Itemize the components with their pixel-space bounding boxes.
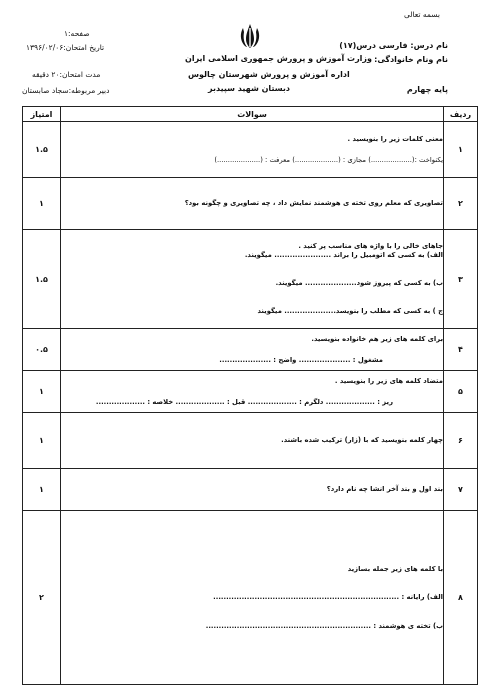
- question-score: ۲: [23, 511, 61, 685]
- table-row: [23, 413, 478, 469]
- office-line: اداره آموزش و پرورش شهرستان چالوس: [188, 70, 350, 79]
- question-text: با کلمه های زیر جمله بسازید: [347, 564, 443, 573]
- question-score: ۱: [23, 469, 61, 511]
- question-number: ۴: [444, 329, 478, 371]
- question-body: [61, 230, 444, 329]
- question-number: ۱: [444, 122, 478, 178]
- iran-emblem-icon: [237, 22, 263, 50]
- question-score: ۰.۵: [23, 329, 61, 371]
- grade-line: پایه چهارم: [406, 85, 448, 94]
- answer-line: ب) تخته ی هوشمند : ................................................................: [205, 621, 443, 630]
- question-number: ۲: [444, 178, 478, 230]
- question-number: ۳: [444, 230, 478, 329]
- table-row: [23, 469, 478, 511]
- question-body: [61, 122, 444, 178]
- question-score: ۱: [23, 413, 61, 469]
- table-row: [23, 329, 478, 371]
- table-row: [23, 178, 478, 230]
- question-body: [61, 469, 444, 511]
- table-row: [23, 511, 478, 685]
- question-number: ۵: [444, 371, 478, 413]
- question-score: ۱.۵: [23, 230, 61, 329]
- question-text: چهار کلمه بنویسید که با (زار) ترکیب شده باشند.: [281, 436, 443, 445]
- page-number: صفحه:۱: [64, 29, 90, 38]
- answer-line: الف) رایانه : ........................................................................: [213, 593, 443, 602]
- question-body: [61, 178, 444, 230]
- answer-line: الف) به کسی که اتومبیل را براند ...................... میگویند.: [244, 250, 443, 259]
- exam-duration: مدت امتحان:۲۰ دقیقه: [32, 70, 101, 79]
- student-name-line: نام ونام خانوادگی:: [374, 55, 448, 64]
- question-text: متضاد کلمه های زیر را بنویسید .: [334, 377, 443, 386]
- table-header-row: [23, 107, 478, 122]
- questions-column-header: سوالات: [61, 107, 444, 122]
- questions-table: [22, 106, 478, 685]
- question-body: [61, 413, 444, 469]
- school-name: دبستان شهید سپیدبر: [208, 84, 290, 93]
- question-body: [61, 511, 444, 685]
- score-column-header: امتیاز: [23, 107, 61, 122]
- question-score: ۱.۵: [23, 122, 61, 178]
- question-number: ۸: [444, 511, 478, 685]
- question-score: ۱: [23, 371, 61, 413]
- question-text: تصاویری که معلم روی تخته ی هوشمند نمایش داد ، چه تصاویری و چگونه بود؟: [184, 199, 443, 208]
- answer-line: یکنواخت :(...................) مجازی : (....................) معرفت : (....................): [214, 155, 443, 164]
- answer-line: ج ) به کسی که مطلب را بنویسد.................... میگویند: [257, 307, 443, 316]
- table-row: [23, 371, 478, 413]
- table-row: [23, 122, 478, 178]
- question-text: معنی کلمات زیر را بنویسید .: [347, 135, 443, 144]
- ministry-line: وزارت آموزش و پرورش جمهوری اسلامی ایران: [185, 54, 372, 63]
- question-score: ۱: [23, 178, 61, 230]
- answer-line: ریز : ................... دلگرم : ................... قبل : ................... خلاصه : ...................: [95, 397, 393, 406]
- row-column-header: ردیف: [444, 107, 478, 122]
- exam-date: تاریخ امتحان:۱۳۹۶/۰۲/۰۶: [26, 43, 105, 52]
- table-row: [23, 230, 478, 329]
- teacher-name: دبیر مربوطه:سجاد صابستان: [22, 86, 110, 95]
- question-number: ۷: [444, 469, 478, 511]
- answer-line: مشغول : .................... واضح : ....................: [219, 355, 383, 364]
- question-body: [61, 329, 444, 371]
- question-text: برای کلمه های زیر هم خانواده بنویسید.: [311, 335, 443, 344]
- question-body: [61, 371, 444, 413]
- basmala: بسمه تعالی: [403, 10, 440, 19]
- answer-line: ب) به کسی که پیروز شود.................... میگویند.: [275, 279, 443, 287]
- subject-line: نام درس: فارسی درس(۱۷): [339, 41, 448, 50]
- question-number: ۶: [444, 413, 478, 469]
- question-text: بند اول و بند آخر انشا چه نام دارد؟: [326, 485, 443, 494]
- question-text: جاهای خالی را با واژه های مناسب پر کنید .: [298, 242, 443, 251]
